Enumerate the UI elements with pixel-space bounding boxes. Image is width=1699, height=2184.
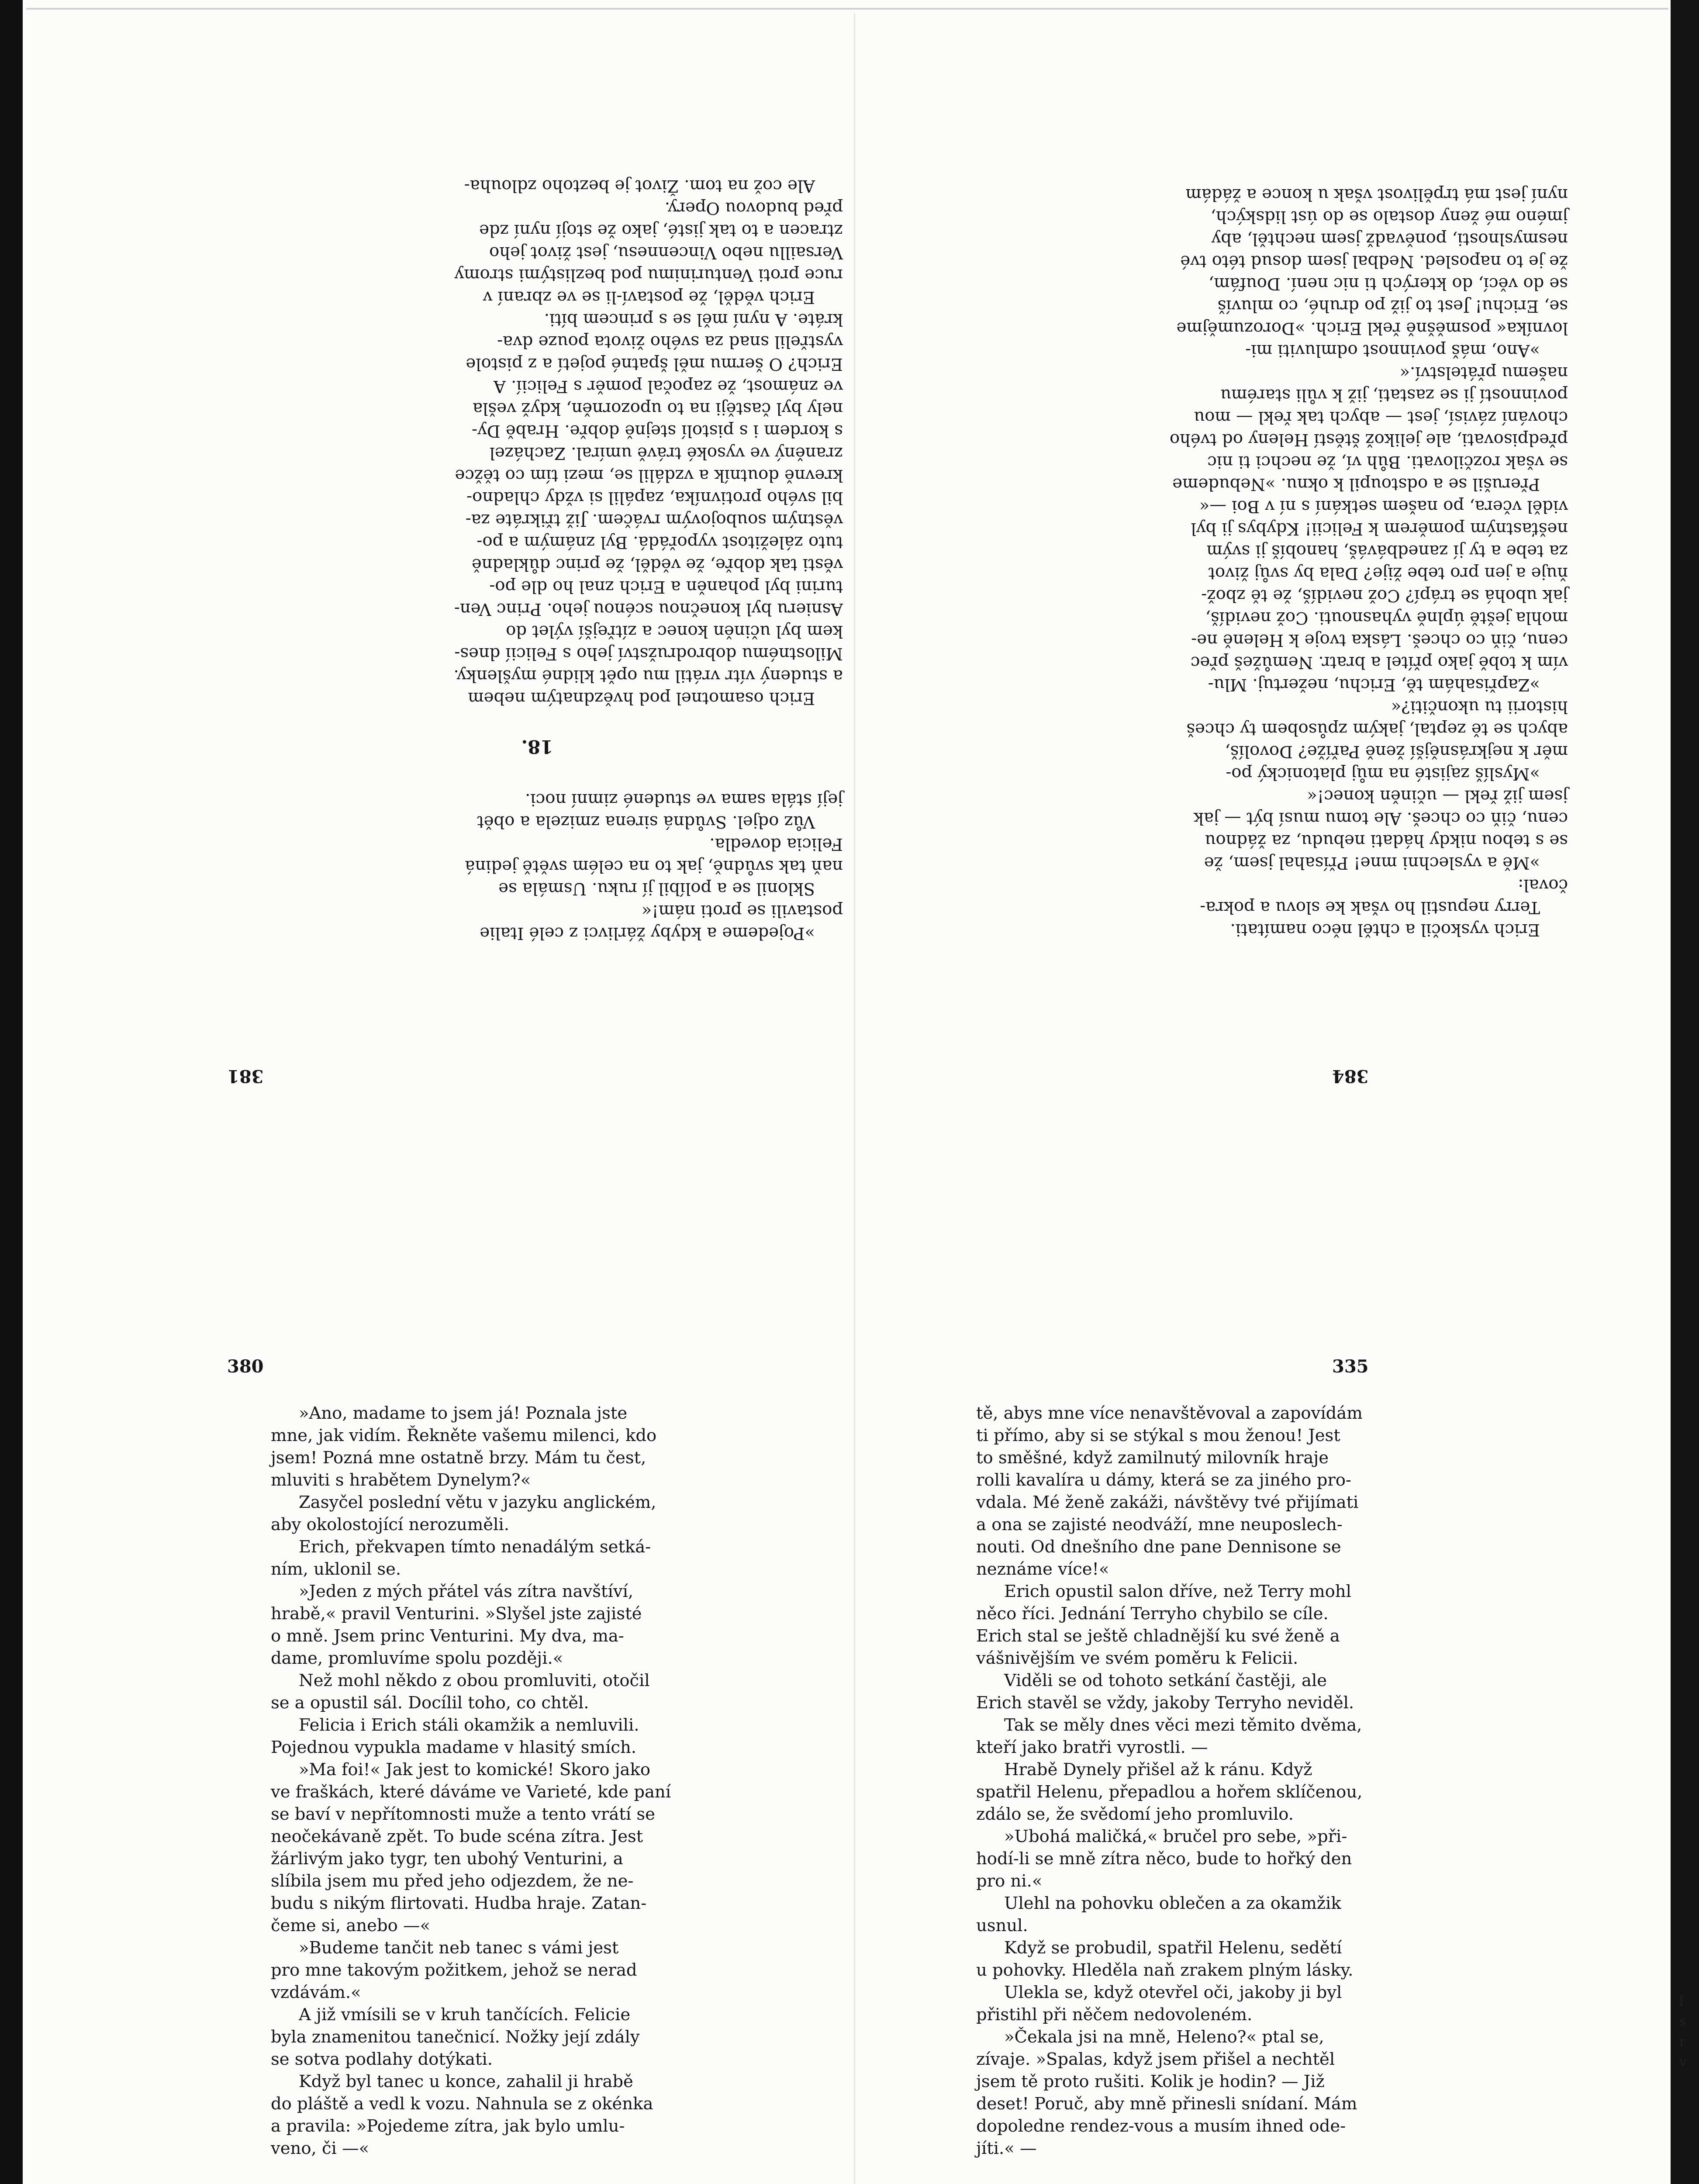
text-line: byla znamenitou tanečnicí. Nožky její zdály [271, 2027, 640, 2047]
text-line: ňuje a jen pro tebe žije? Dala by svůj život [1208, 563, 1568, 583]
text-line: to směšné, když zamilnutý milovník hraje [976, 1448, 1329, 1468]
text-line: Versaillu nebo Vincennesu, jest život jeho [489, 243, 843, 263]
text-line: veno, či —« [271, 2139, 369, 2158]
fragment-letter: s [1679, 2014, 1686, 2029]
text-line: se, Erichu! Jest to již po druhé, co mluvíš [1217, 296, 1568, 316]
text-line: Ulehl na pohovku oblečen a za okamžik [1004, 1894, 1341, 1913]
text-line: A již vmísili se v kruh tančících. Felicie [299, 2005, 631, 2025]
text-line: mne, jak vidím. Řekněte vašemu milenci, kdo [271, 1426, 657, 1445]
text-line: usnul. [976, 1916, 1028, 1935]
text-line: »Pojedeme a kdyby žárlivci z celé Italie [480, 923, 815, 943]
scan-top-border [26, 8, 1668, 10]
text-line: tě, abys mne více nenavštěvoval a zapovídám [976, 1403, 1363, 1423]
text-line: dopoledne rendez-vous a musím ihned ode- [976, 2116, 1346, 2136]
text-line: nyní jest má trpělivost však u konce a žádám [1185, 185, 1568, 204]
text-line: našemu přátelství.« [1399, 363, 1568, 383]
text-line: abych se tě zeptal, jakým způsobem ty chceš [1186, 719, 1568, 739]
text-line: a pravila: »Pojedeme zítra, jak bylo umlu- [271, 2116, 625, 2136]
text-line: Erich? O šermu měl špatné pojetí a z pistole [466, 354, 843, 374]
page-bottom-right [976, 1402, 1561, 2160]
text-line: Zasyčel poslední větu v jazyku anglickém, [299, 1493, 656, 1512]
text-line: »Zapřisahám tě, Erichu, nežertuj. Mlu- [1208, 675, 1540, 695]
text-line: cenu, čiň co chceš. Ale tomu musí být — jak [1193, 809, 1568, 828]
adjacent-page-fragment [1679, 1992, 1687, 2072]
text-line: »Myslíš zajisté na můj platonický po- [1226, 764, 1540, 784]
text-line: »Ano, máš povinnost odmluviti mi- [1245, 341, 1540, 360]
text-line: zraněný ve vysoké trávě umíral. Zacházel [489, 443, 843, 463]
page-number-bottom-right: 335 [1332, 1356, 1369, 1377]
text-line: vášnivějším ve svém poměru k Felicii. [976, 1648, 1298, 1668]
fragment-letter: v [1679, 2054, 1687, 2070]
text-line: pro ni.« [976, 1871, 1043, 1891]
text-line: spatřil Helenu, přepadlou a hořem sklíčenou, [976, 1782, 1363, 1802]
text-line: mluviti s hrabětem Dynelym?« [271, 1470, 531, 1490]
page-fold [854, 13, 855, 2184]
text-line: deset! Poruč, aby mně přinesli snídaní. Mám [976, 2094, 1357, 2114]
text-line: Ulekla se, když otevřel oči, jakoby ji byl [1004, 1983, 1342, 2002]
text-line: do pláště a vedl k vozu. Nahnula se z okénka [271, 2094, 653, 2114]
text-line: jak ubohá se trápí? Což nevidíš, že tě zbož- [1201, 586, 1568, 605]
text-line: dame, promluvíme spolu později.« [271, 1648, 563, 1668]
text-line: Erich stavěl se vždy, jakoby Terryho neviděl. [976, 1693, 1354, 1713]
text-line: cenu, čiň co chceš. Láska tvoje k Heleně ne- [1191, 630, 1568, 650]
text-line: Milostnému dobrodružství jeho s Felicií dnes- [454, 644, 843, 663]
text-line: aby okolostojící nerozuměli. [271, 1515, 509, 1534]
text-line: a studený vítr vrátil mu opět klidné myšlenky. [453, 666, 843, 686]
text-line: její stála sama ve studené zimní noci. [525, 790, 843, 809]
text-line: Terry nepustil ho však ke slovu a pokra- [1200, 898, 1540, 917]
text-line: Erich, překvapen tímto nenadálým setká- [299, 1537, 651, 1557]
text-line: že je to naposled. Nedbal jsem dosud této tvé [1180, 252, 1568, 271]
text-line: pro mne takovým požitkem, jehož se nerad [271, 1960, 637, 1980]
text-line: kteří jako bratři vyrostli. — [976, 1738, 1208, 1757]
text-line: Než mohl někdo z obou promluviti, otočil [299, 1671, 650, 1690]
text-line: jíti.« — [976, 2139, 1037, 2158]
text-line: ti přímo, aby si se stýkal s mou ženou! Jest [976, 1426, 1340, 1445]
text-line: kem byl učiněn konec a zítřejší výlet do [506, 622, 843, 641]
text-line: věsti tak dobře, že věděl, že princ důkladně [471, 555, 843, 574]
text-line: se s tebou nikdy hádati nebudu, za žádnou [1205, 831, 1568, 850]
text-line: nouti. Od dnešního dne pane Dennisone se [976, 1537, 1341, 1557]
text-line: krevně doutník a vzdálil se, mezi tím co těžce [455, 466, 843, 485]
page-bottom-left [271, 1402, 847, 2160]
page-top-right [957, 183, 1568, 941]
text-line: hrabě,« pravil Venturini. »Slyšel jste zajisté [271, 1604, 642, 1624]
text-line: něco říci. Jednání Terryho chybilo se cíle. [976, 1604, 1329, 1624]
text-line: nešťastným poměrem k Felicii! Kdybys ji byl [1191, 519, 1568, 539]
text-line: kráte. A nyní měl se s princem bíti. [544, 310, 843, 329]
text-line: Když se probudil, spatřil Helenu, sedětí [1004, 1938, 1342, 1958]
text-line: povinností ji se zastati, již k vůli starému [1220, 385, 1568, 405]
text-line: jsem! Pozná mne ostatně brzy. Mám tu čest, [271, 1448, 646, 1468]
text-line: vystřelil snad za svého života pouze dva- [497, 332, 843, 352]
text-line: ztracen a to tak jisté, jako že stojí nyní zde [479, 221, 843, 240]
text-line: Vůz odjel. Svůdná sirena zmizela a obět [477, 812, 815, 832]
text-line: věstným soubojovým rváčem. Již třikráte za- [465, 510, 843, 530]
text-line: viděl včera, po našem setkání s ní v Boi —« [1199, 497, 1568, 516]
text-line: Erich osamotnel pod hvězdnatým nebem [468, 688, 815, 708]
text-line: se a opustil sál. Docílil toho, co chtěl. [271, 1693, 589, 1713]
text-line: zdálo se, že svědomí jeho promluvilo. [976, 1804, 1294, 1824]
text-line: »Budeme tančit neb tanec s vámi jest [299, 1938, 619, 1958]
fragment-letter: l [1679, 1994, 1684, 2009]
text-line: Ale což na tom. Život je beztoho zdlouha- [464, 176, 815, 196]
text-line: Erich stal se ještě chladnější ku své ženě a [976, 1626, 1340, 1646]
text-line: Přerušil se a odstoupil k oknu. »Nebudeme [1172, 474, 1540, 494]
text-line: žárlivým jako tygr, ten ubohý Venturini, a [271, 1849, 623, 1869]
text-line: Felicia dovedla. [709, 834, 843, 854]
text-line: postavili se proti nám!« [641, 901, 843, 921]
chapter-heading: 18. [521, 736, 553, 757]
text-line: Felicia i Erich stáli okamžik a nemluvili. [299, 1715, 639, 1735]
text-line: slíbila jsem mu před jeho odjezdem, že ne- [271, 1871, 634, 1891]
text-line: Sklonil se a políbil jí ruku. Usmála se [498, 879, 815, 898]
text-line: »Ma foi!« Jak jest to komické! Skoro jako [299, 1760, 651, 1780]
text-line: Erich věděl, že postaví-li se ve zbraní v [483, 287, 815, 307]
text-line: Když byl tanec u konce, zahalil ji hrabě [299, 2072, 633, 2091]
text-line: historii tu ukončiti?« [1391, 697, 1568, 717]
text-line: mohla ještě úplně vyhasnouti. Což nevidíš, [1205, 608, 1568, 628]
text-line: turini byl pohaněn a Erich znal ho dle po- [489, 577, 843, 597]
text-line: »Ubohá maličká,« bručel pro sebe, »při- [1004, 1827, 1347, 1846]
text-line: jsem již řekl — učiněn konec!« [1307, 786, 1568, 806]
text-line: nely byl častěji na to upozorněn, když vešla [473, 399, 843, 418]
scan-edge-right [1671, 0, 1699, 2184]
text-line: jsem tě proto rušiti. Kolik je hodin? — Již [976, 2072, 1325, 2091]
text-line: jméno mé ženy dostalo se do úst lidských, [1210, 207, 1568, 227]
text-line: ním, uklonil se. [271, 1559, 401, 1579]
text-line: se však rozčilovati. Bůh ví, že nechci ti nic [1207, 452, 1568, 472]
text-line: před budovou Opery. [664, 198, 843, 218]
text-line: budu s nikým flirtovati. Hudba hraje. Zatan- [271, 1894, 647, 1913]
text-line: neočekávaně zpět. To bude scéna zítra. Jest [271, 1827, 643, 1846]
text-line: vdala. Mé ženě zakáži, návštěvy tvé přijímati [976, 1493, 1359, 1512]
text-line: Erich vyskočil a chtěl něco namítati. [1230, 920, 1540, 940]
scan-edge-left [0, 0, 23, 2184]
page-number-bottom-left: 380 [227, 1356, 264, 1377]
text-line: lovníka« posměšně řekl Erich. »Dorozumějme [1176, 318, 1568, 338]
text-line: tuto záležitost vypořádá. Byl známým a po- [477, 532, 843, 552]
text-line: bil svého protivníka, zapálil si vždy chladno- [466, 488, 843, 508]
page-number-top-right: 384 [1332, 1066, 1369, 1086]
text-line: Pojednou vypukla madame v hlasitý smích. [271, 1738, 637, 1757]
text-line: nesmyslnosti, poněvadž jsem nechtěl, aby [1211, 229, 1568, 249]
text-line: se do věcí, do kterých ti nic není. Doufám, [1208, 274, 1568, 294]
text-line: vím k tobě jako přítel a bratr. Nemůžeš přec [1190, 653, 1568, 672]
text-line: »Jeden z mých přátel vás zítra navštíví, [299, 1582, 634, 1601]
text-line: Asnieru byl konečnou scénou jeho. Princ Ven- [454, 599, 843, 619]
text-line: neznáme více!« [976, 1559, 1109, 1579]
text-line: »Čekala jsi na mně, Heleno?« ptal se, [1004, 2027, 1324, 2047]
text-line: »Mě a vyslechni mne! Přísahal jsem, že [1204, 853, 1540, 873]
text-line: čoval: [1518, 875, 1568, 895]
text-line: ve fraškách, které dáváme ve Varieté, kde paní [271, 1782, 671, 1802]
text-line: hodí-li se mně zítra něco, bude to hořký den [976, 1849, 1352, 1869]
text-line: s kordem i s pistolí stejně dobře. Hrabě Dy- [472, 421, 843, 441]
text-line: se baví v nepřítomnosti muže a tento vrátí se [271, 1804, 655, 1824]
text-line: Viděli se od tohoto setkání častěji, ale [1004, 1671, 1327, 1690]
text-line: chování závisí, jest — abych tak řekl — mou [1194, 408, 1568, 427]
text-line: Erich opustil salon dříve, než Terry mohl [1004, 1582, 1351, 1601]
text-line: o mně. Jsem princ Venturini. My dva, ma- [271, 1626, 624, 1646]
text-line: čeme si, anebo —« [271, 1916, 431, 1935]
fragment-letter: r [1679, 2034, 1686, 2049]
text-line: předpisovati, ale jelikož štěstí Heleny od tvého [1169, 430, 1568, 449]
text-line: »Ano, madame to jsem já! Poznala jste [299, 1403, 628, 1423]
text-line: zívaje. »Spalas, když jsem přišel a nechtěl [976, 2049, 1335, 2069]
text-line: ruce proti Venturinimu pod bezlistými stromy [454, 265, 843, 285]
text-line: vzdávám.« [271, 1983, 361, 2002]
text-line: měr k nejkrásnější ženě Paříže? Dovolíš, [1225, 742, 1568, 761]
text-line: rolli kavalíra u dámy, která se za jiného pro- [976, 1470, 1351, 1490]
text-line: ve známost, že započal poměr s Felicií. A [494, 377, 843, 396]
text-line: u pohovky. Hleděla naň zrakem plným lásky. [976, 1960, 1354, 1980]
text-line: se sotva podlahy dotýkati. [271, 2049, 493, 2069]
page-number-top-left: 381 [227, 1066, 264, 1086]
text-line: Tak se měly dnes věci mezi těmito dvěma, [1004, 1715, 1362, 1735]
text-line: přistihl při něčem nedovoleném. [976, 2005, 1253, 2025]
page-top-left [231, 175, 843, 944]
text-line: a ona se zajisté neodváží, mne neuposlech- [976, 1515, 1343, 1534]
text-line: naň tak svůdně, jak to na celém světě jediná [465, 857, 843, 876]
text-line: za tebe a ty jí zanedbáváš, hanobíš ji svým [1206, 541, 1568, 561]
text-line: Hrabě Dynely přišel až k ránu. Když [1004, 1760, 1312, 1780]
